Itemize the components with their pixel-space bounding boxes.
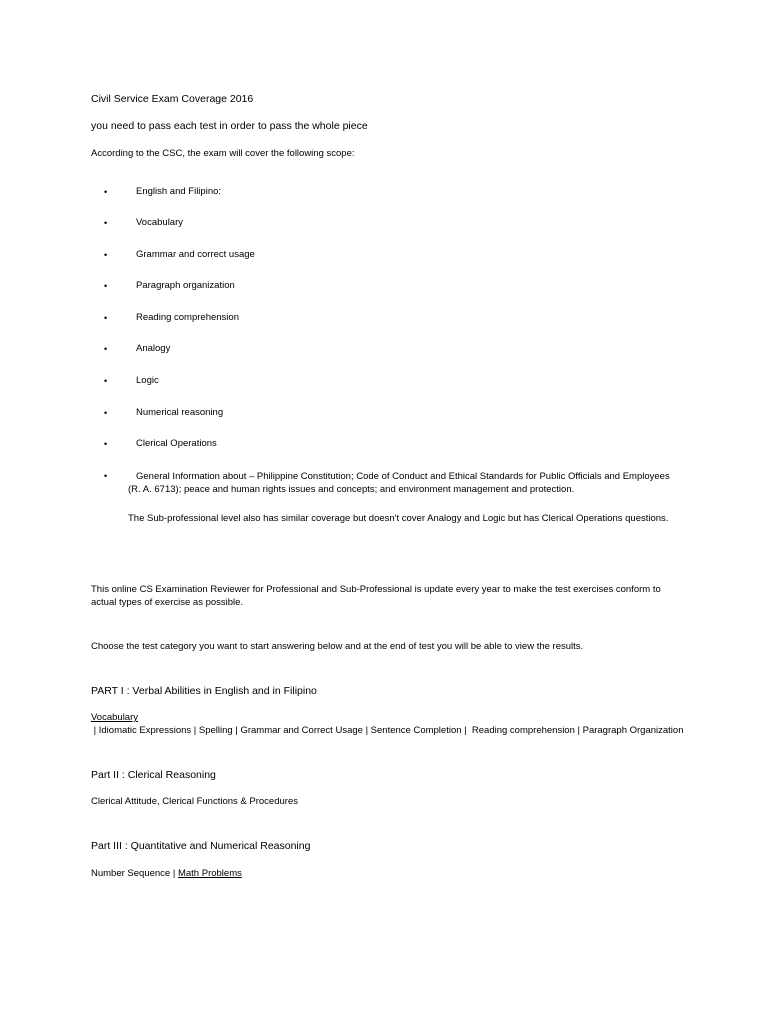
number-sequence-text: Number Sequence | (91, 868, 178, 879)
bullet-marker: • (104, 439, 108, 449)
intro-text: According to the CSC, the exam will cover the following scope: (91, 148, 355, 159)
bullet-item: Grammar and correct usage (136, 249, 255, 260)
reviewer-paragraph: This online CS Examination Reviewer for Professional and Sub-Professional is update every year to make the test exercises conform to actual types of exercise as possible. (91, 584, 661, 608)
bullet-item: Numerical reasoning (136, 407, 224, 418)
bullet-item: Paragraph organization (136, 280, 235, 291)
bullet-item: Clerical Operations (136, 438, 217, 449)
part1-link-list: | Idiomatic Expressions | Spelling | Grammar and Correct Usage | Sentence Completion | Reading comprehension | Paragraph Organization (91, 724, 684, 736)
bullet-item: Reading comprehension (136, 312, 239, 323)
part2-items: Clerical Attitude, Clerical Functions & Procedures (91, 796, 298, 807)
bullet-marker: • (104, 281, 108, 291)
bullet-marker: • (104, 408, 108, 418)
part2-heading: Part II : Clerical Reasoning (91, 769, 216, 781)
bullet-marker: • (104, 218, 108, 228)
part1-links (91, 712, 684, 737)
subprofessional-note: The Sub-professional level also has similar coverage but doesn't cover Analogy and Logic but has Clerical Operations questions. (128, 513, 669, 524)
bullet-marker: • (104, 471, 108, 481)
part3-items (91, 868, 242, 880)
bullet-item: Logic (136, 375, 159, 386)
choose-paragraph: Choose the test category you want to start answering below and at the end of test you will be able to view the results. (91, 641, 584, 652)
math-problems-link[interactable]: Math Problems (177, 868, 242, 879)
part3-heading: Part III : Quantitative and Numerical Reasoning (91, 840, 311, 852)
bullet-marker: • (104, 187, 108, 197)
bullet-item: English and Filipino: (136, 186, 222, 197)
bullet-marker: • (104, 376, 108, 386)
page-title: Civil Service Exam Coverage 2016 (91, 93, 254, 105)
part1-heading: PART I : Verbal Abilities in English and in Filipino (91, 685, 317, 697)
bullet-item: Vocabulary (136, 217, 184, 228)
vocabulary-link[interactable]: Vocabulary (91, 712, 139, 723)
bullet-item: General Information about – Philippine Constitution; Code of Conduct and Ethical Standards for Public Officials and Employees (R. A. 6713); peace and human rights issues and concepts; and environment management and protection. (128, 471, 670, 495)
subtitle-text: you need to pass each test in order to pass the whole piece (91, 120, 368, 132)
bullet-item: Analogy (136, 343, 171, 354)
bullet-marker: • (104, 250, 108, 260)
bullet-marker: • (104, 313, 108, 323)
bullet-marker: • (104, 344, 108, 354)
